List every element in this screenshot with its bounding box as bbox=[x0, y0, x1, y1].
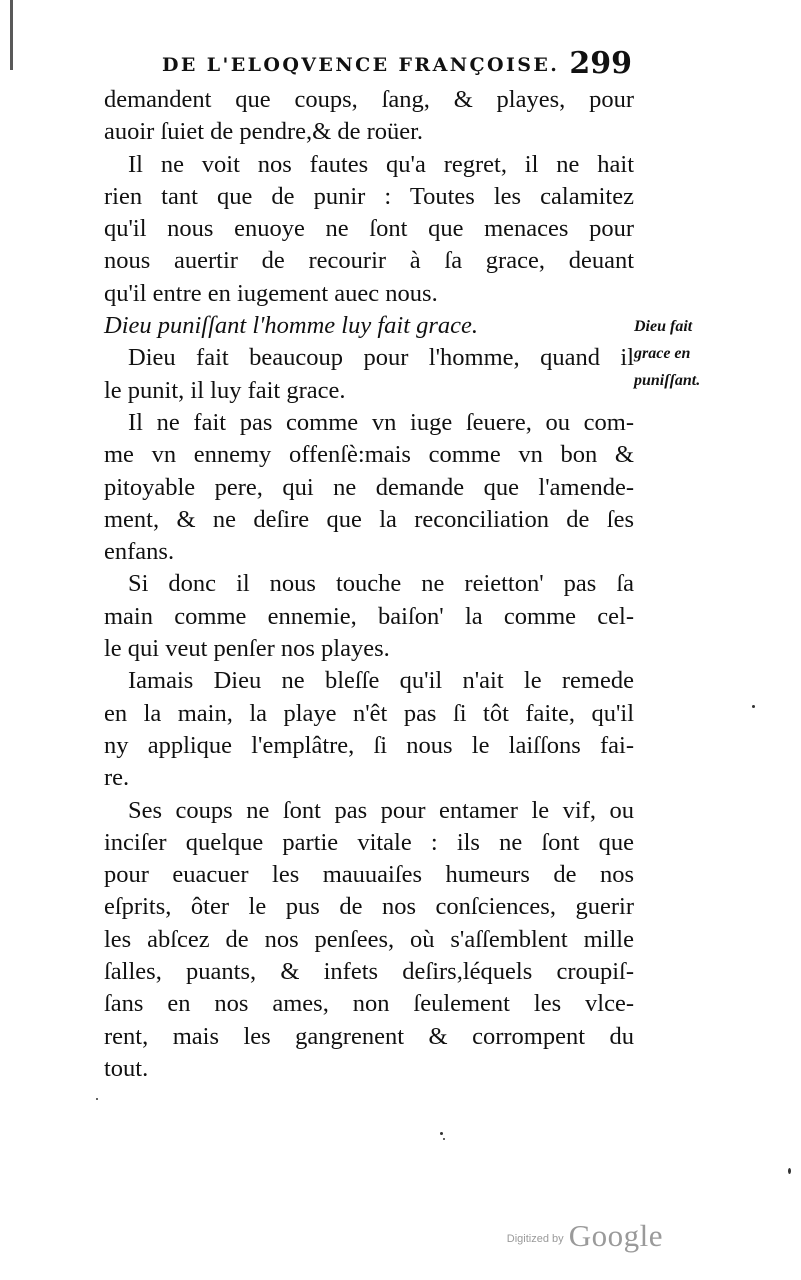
margin-note-line: puniſſant. bbox=[634, 372, 701, 389]
text-line: Ses coups ne ſont pas pour entamer le vif, ou bbox=[128, 796, 634, 824]
text-line: rent, mais les gangrenent & corrompent du bbox=[104, 1022, 634, 1050]
text-line: ſalles, puants, & infets deſirs,léquels croupiſ- bbox=[104, 958, 634, 986]
text-line: les abſcez de nos penſees, où s'aſſemblent mille bbox=[104, 925, 634, 953]
text-line: Il ne voit nos fautes qu'a regret, il ne hait bbox=[128, 150, 634, 178]
text-line: pitoyable pere, qui ne demande que l'amende- bbox=[104, 473, 634, 501]
text-line: ment, & ne deſire que la reconciliation de ſes bbox=[104, 505, 634, 533]
ink-speck bbox=[96, 1098, 98, 1100]
page-number: 299 bbox=[569, 46, 632, 81]
margin-note-line: Dieu fait bbox=[634, 318, 693, 335]
running-title: DE L'ELOQVENCE FRANÇOISE. bbox=[162, 54, 560, 76]
body-text bbox=[104, 84, 634, 1085]
ink-speck bbox=[752, 705, 755, 708]
text-line: nous auertir de recourir à ſa grace, deuant bbox=[104, 247, 634, 275]
text-line: rien tant que de punir : Toutes les calamitez bbox=[104, 182, 634, 210]
text-line: en la main, la playe n'êt pas ſi tôt faite, qu'il bbox=[104, 699, 634, 727]
page-edge-mark bbox=[10, 0, 13, 70]
text-line: auoir ſuiet de pendre,& de roüer. bbox=[104, 118, 424, 146]
text-line: eſprits, ôter le pus de nos conſciences, guerir bbox=[104, 893, 634, 921]
text-line: inciſer quelque partie vitale : ils ne ſont que bbox=[104, 828, 634, 856]
text-line: Il ne fait pas comme vn iuge ſeuere, ou com- bbox=[128, 408, 634, 436]
text-line: me vn ennemy offenſè:mais comme vn bon & bbox=[104, 441, 634, 469]
margin-note bbox=[634, 313, 754, 394]
text-line: enfans. bbox=[104, 538, 175, 566]
text-line: ſans en nos ames, non ſeulement les vlce- bbox=[104, 990, 634, 1018]
page-header bbox=[162, 44, 632, 84]
text-line: re. bbox=[104, 764, 130, 792]
ink-speck bbox=[443, 1138, 445, 1140]
text-line: main comme ennemie, baiſon' la comme cel- bbox=[104, 602, 634, 630]
text-line: Iamais Dieu ne bleſſe qu'il n'ait le remede bbox=[128, 667, 634, 695]
text-line: le qui veut penſer nos playes. bbox=[104, 635, 390, 663]
digitized-watermark bbox=[507, 1218, 663, 1254]
section-heading: Dieu puniſſant l'homme luy fait grace. bbox=[104, 312, 479, 340]
ink-speck bbox=[440, 1132, 443, 1135]
text-line: tout. bbox=[104, 1054, 149, 1082]
google-logo: Google bbox=[568, 1218, 663, 1253]
text-line: qu'il nous enuoye ne ſont que menaces pour bbox=[104, 215, 634, 243]
text-line: ny applique l'emplâtre, ſi nous le laiſſons fai- bbox=[104, 731, 634, 759]
text-line: Si donc il nous touche ne reietton' pas ſa bbox=[128, 570, 634, 598]
text-line: pour euacuer les mauuaiſes humeurs de nos bbox=[104, 861, 634, 889]
watermark-prefix: Digitized by bbox=[506, 1233, 564, 1245]
text-line: demandent que coups, ſang, & playes, pour bbox=[104, 86, 634, 113]
text-line: qu'il entre en iugement auec nous. bbox=[104, 279, 438, 307]
ink-speck bbox=[788, 1168, 791, 1174]
text-line: le punit, il luy fait grace. bbox=[104, 376, 346, 404]
text-line: Dieu fait beaucoup pour l'homme, quand il bbox=[128, 344, 634, 372]
margin-note-line: grace en bbox=[634, 345, 691, 362]
